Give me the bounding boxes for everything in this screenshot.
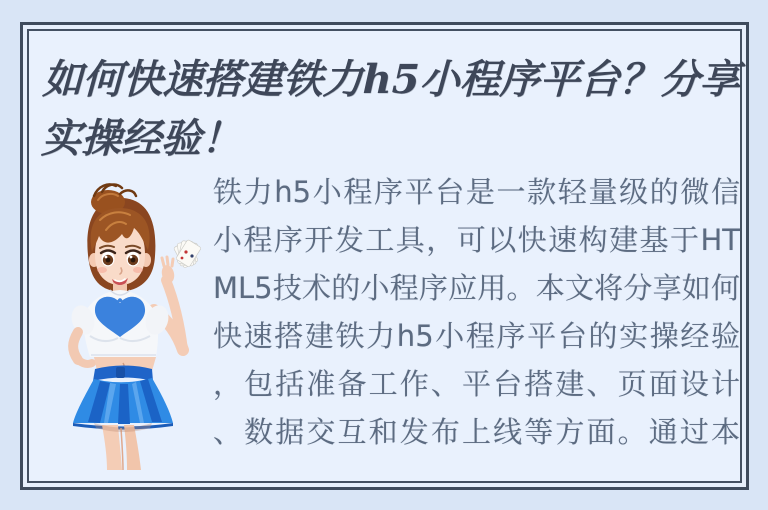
- anime-girl-playing-cards-illustration: [28, 160, 218, 470]
- article-line: 小程序开发工具，可以快速构建基于HT: [213, 223, 740, 257]
- article-line: ML5技术的小程序应用。本文将分享如何: [213, 271, 740, 305]
- title-line-1: 如何快速搭建铁力h5小程序平台？分享: [42, 56, 741, 103]
- article-line: 快速搭建铁力h5小程序平台的实操经验: [213, 319, 740, 353]
- article-line: 、数据交互和发布上线等方面。通过本: [213, 415, 740, 449]
- title-line-2: 实操经验！: [40, 115, 242, 162]
- girl-illustration-svg: [28, 160, 218, 470]
- article-line: ，包括准备工作、平台搭建、页面设计: [213, 367, 740, 401]
- article-body: [213, 168, 740, 456]
- article-line: 铁力h5小程序平台是一款轻量级的微信: [213, 175, 740, 209]
- article-title: [40, 50, 743, 168]
